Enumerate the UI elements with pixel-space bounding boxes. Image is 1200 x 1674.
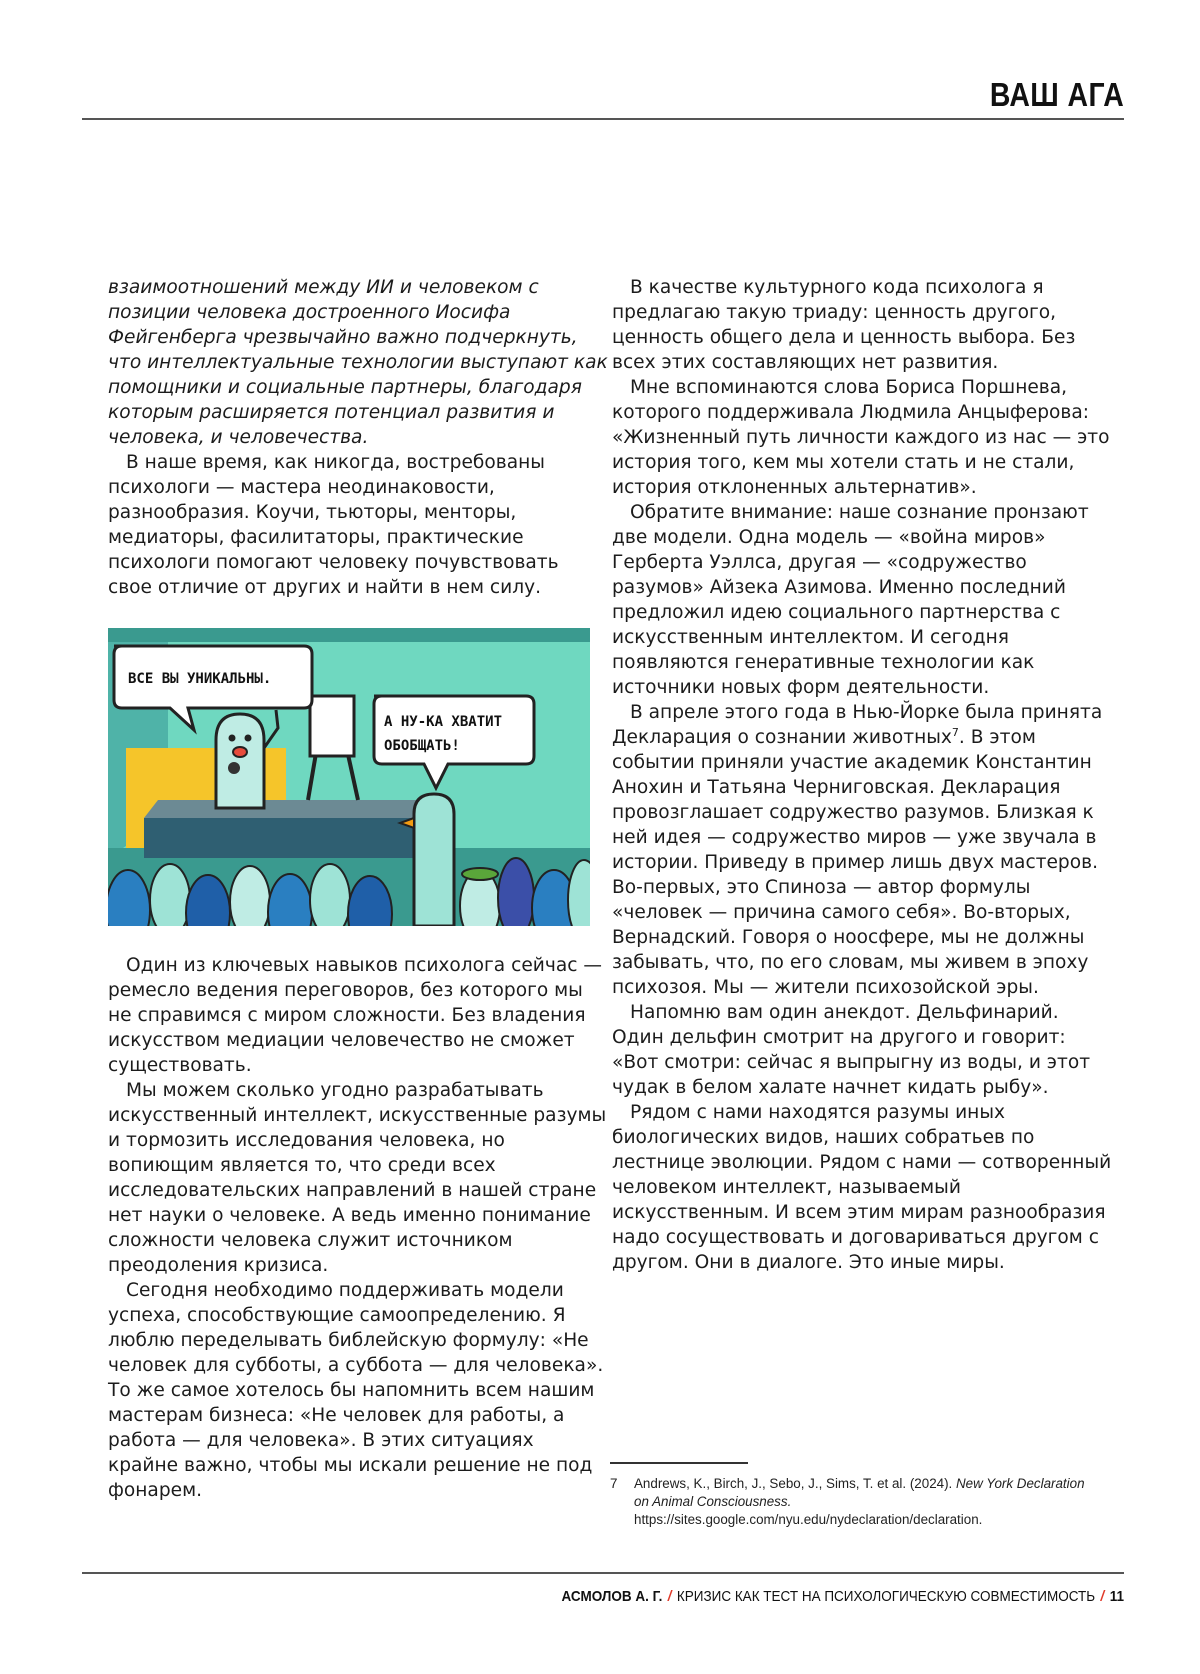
speaker-figure (216, 714, 264, 808)
microphone (228, 762, 240, 774)
running-footer (562, 1588, 1124, 1605)
right-column (612, 275, 1112, 1275)
paragraph-text: В апреле этого года в Нью-Йорке была принята Декларация о сознании животных (612, 702, 1102, 748)
paragraph: Один из ключевых навыков психолога сейчас — ремесло ведения переговоров, без которого мы не справимся с миром сложности. Без владения искусством медиации человечество не сможет существовать. (108, 953, 608, 1078)
section-rubric: ВАШ АГА (990, 76, 1124, 114)
speaker-eye (229, 735, 236, 742)
audience-bubble-line: ОБОБЩАТЬ! (384, 738, 460, 754)
cartoon-svg (108, 628, 590, 926)
paragraph: Рядом с нами находятся разумы иных биологических видов, наших собратьев по лестнице эволюции. Рядом с нами — сотворенный человеком интеллект, называемый искусственным. И всем этим мирам разнообразия надо сосуществовать и договариваться другом с другом. Они в диалоге. Это иные миры. (612, 1100, 1112, 1275)
paragraph: В качестве культурного кода психолога я предлагаю такую триаду: ценность другого, ценность общего дела и ценность выбора. Без всех этих составляющих нет развития. (612, 275, 1112, 375)
speaker-mouth (233, 747, 247, 757)
paragraph: Мы можем сколько угодно разрабатывать искусственный интеллект, искусственные разумы и тормозить исследования человека, но вопиющим является то, что среди всех исследовательских направлений в нашей стране нет науки о человеке. А ведь именно понимание сложности человека служит источником преодоления кризиса. (108, 1078, 608, 1278)
footnote-rule (610, 1462, 748, 1464)
footer-separator: / (1101, 1588, 1105, 1605)
paragraph: Напомню вам один анекдот. Дельфинарий. Один дельфин смотрит на другого и говорит: «Вот смотри: сейчас я выпрыгну из воды, и этот чудак в белом халате начнет кидать рыбу». (612, 1000, 1112, 1100)
cartoon-illustration (108, 628, 590, 926)
page-number: 11 (1110, 1588, 1124, 1605)
paragraph-with-footnote (612, 700, 1112, 1000)
footer-author: АСМОЛОВ А. Г. (562, 1588, 663, 1605)
footer-rule (82, 1572, 1124, 1574)
footer-separator: / (668, 1588, 672, 1605)
stage-front (144, 818, 443, 858)
paragraph: Обратите внимание: наше сознание пронзают две модели. Одна модель — «война миров» Герберта Уэллса, другая — «содружество разумов» Айзека Азимова. Именно последний предложил идею социального партнерства с искусственным интеллектом. И сегодня появляются генеративные технологии как источники новых форм деятельности. (612, 500, 1112, 700)
paragraph: В наше время, как никогда, востребованы психологи — мастера неодинаковости, разнообразия. Коучи, тьюторы, менторы, медиаторы, фасилитаторы, практические психологи помогают человеку почувствовать свое отличие от других и найти в нем силу. (108, 450, 608, 600)
header-rule (82, 118, 1124, 120)
audience-bubble-line: А НУ-КА ХВАТИТ (384, 714, 502, 730)
speaker-eye (245, 735, 252, 742)
footnote-number: 7 (610, 1475, 617, 1493)
left-column-bottom (108, 953, 608, 1503)
left-column-top (108, 275, 608, 600)
footer-title: КРИЗИС КАК ТЕСТ НА ПСИХОЛОГИЧЕСКУЮ СОВМЕСТИМОСТЬ (677, 1588, 1095, 1605)
footnote-link[interactable]: https://sites.google.com/nyu.edu/nydeclaration/declaration. (634, 1512, 982, 1527)
footnote-body (634, 1475, 1090, 1529)
italic-paragraph: взаимоотношений между ИИ и человеком с позиции человека достроенного Иосифа Фейгенберга чрезвычайно важно подчеркнуть, что интеллектуальные технологии выступают как помощники и социальные партнеры, благодаря которым расширяется потенциал развития и человека, и человечества. (108, 275, 608, 450)
ceiling (108, 628, 590, 642)
footnote (610, 1475, 1090, 1529)
flipchart (310, 696, 354, 756)
paragraph: Мне вспоминаются слова Бориса Поршнева, которого поддерживала Людмила Анцыферова: «Жизненный путь личности каждого из нас — это история того, кем мы хотели стать и не стали, история отклоненных альтернатив». (612, 375, 1112, 500)
footnote-reference[interactable]: 7 (952, 726, 959, 739)
paragraph-text: . В этом событии приняли участие академик Константин Анохин и Татьяна Черниговская. Декларация провозглашает содружество разумов. Близкая к ней идея — содружество миров — уже звучала в истории. Приведу в пример лишь двух мастеров. Во-первых, это Спиноза — автор формулы «человек — причина самого себя». Во-вторых, Вернадский. Говоря о ноосфере, мы не должны забывать, что, по его словам, мы живем в эпоху психозоя. Мы — жители психозойской эры. (612, 727, 1098, 998)
footnote-authors: Andrews, K., Birch, J., Sebo, J., Sims, T. et al. (2024). (634, 1476, 952, 1491)
heckler-figure (414, 794, 454, 926)
footnote-title: New York Declaration on Animal Consciousness. (634, 1476, 1085, 1509)
stage-top (144, 800, 443, 818)
speaker-bubble-text: ВСЕ ВЫ УНИКАЛЬНЫ. (128, 671, 271, 687)
paragraph: Сегодня необходимо поддерживать модели успеха, способствующие самоопределению. Я люблю переделывать библейскую формулу: «Не человек для субботы, а суббота — для человека». То же самое хотелось бы напомнить всем нашим мастерам бизнеса: «Не человек для работы, а работа — для человека». В этих ситуациях крайне важно, чтобы мы искали решение не под фонарем. (108, 1278, 608, 1503)
